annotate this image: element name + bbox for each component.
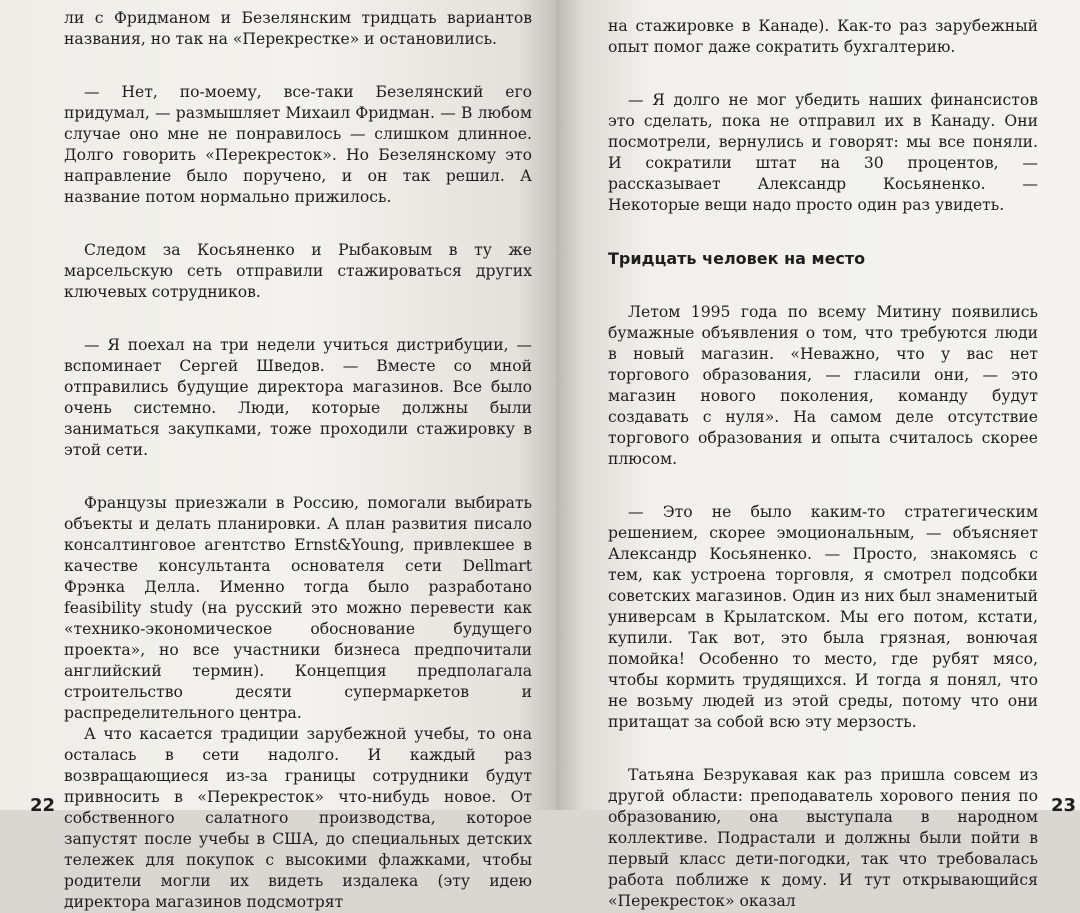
left-page-text (64, 8, 532, 913)
paragraph: Летом 1995 года по всему Митину появились бумажные объявления о том, что требуются люди в новый магазин. «Неважно, что у вас нет торгового образования, — гласили они, — это магазин нового поколения, команду будут создавать с нуля». На самом деле отсутствие торгового образования и опыта считалось скорее плюсом. (608, 303, 1038, 468)
page-number: 22 (30, 795, 56, 816)
right-page (556, 0, 1080, 910)
paragraph: Следом за Косьяненко и Рыбаковым в ту же марсельскую сеть отправили стажироваться других ключевых сотрудников. (64, 241, 532, 301)
right-page-text (608, 16, 1038, 912)
paragraph: — Я долго не мог убедить наших финансистов это сделать, пока не отправил их в Канаду. Они посмотрели, вернулись и говорят: мы все поняли. И сократили штат на 30 процентов, — рассказывает Александр Косьяненко. — Некоторые вещи надо просто один раз увидеть. (608, 91, 1038, 214)
section-heading: Тридцать человек на место (608, 249, 866, 268)
paragraph: — Я поехал на три недели учиться дистрибуции, — вспоминает Сергей Шведов. — Вместе со мной отправились будущие директора магазинов. Все было очень системно. Люди, которые должны были заниматься закупками, тоже проходили стажировку в этой сети. (64, 336, 532, 459)
paragraph: — Это не было каким-то стратегическим решением, скорее эмоциональным, — объясняет Александр Косьяненко. — Просто, знакомясь с тем, как устроена торговля, я смотрел подсобки советских магазинов. Один из них был знаменитый универсам в Крылатском. Мы его потом, кстати, купили. Так вот, это была грязная, вонючая помойка! Особенно то место, где рубят мясо, чтобы кормить трудящихся. И тогда я понял, что не возьму людей из этой среды, потому что они притащат за собой всю эту мерзость. (608, 503, 1038, 731)
paragraph: Татьяна Безрукавая как раз пришла совсем из другой области: преподаватель хорового пения по образованию, она выступала в народном коллективе. Подрастали и должны были пойти в первый класс дети-погодки, так что требовалась работа поближе к дому. И тут открывающийся «Перекресток» оказал (608, 766, 1038, 910)
paragraph: — Нет, по-моему, все-таки Безелянский его придумал, — размышляет Михаил Фридман. — В любом случае оно мне не понравилось — слишком длинное. Долго говорить «Перекресток». Но Безелянскому это направление было поручено, и он так решил. А название потом нормально прижилось. (64, 83, 532, 206)
paragraph: ли с Фридманом и Безелянским тридцать вариантов названия, но так на «Перекрестке» и остановились. (64, 9, 532, 48)
paragraph: А что касается традиции зарубежной учебы, то она осталась в сети надолго. И каждый раз возвращающиеся из-за границы сотрудники будут привносить в «Перекресток» что-нибудь новое. От собственного салатного производства, которое запустят после учебы в США, до специальных детских тележек для покупок с высокими флажками, чтобы родители могли их видеть издалека (эту идею директора магазинов подсмотрят (64, 725, 532, 911)
paragraph: на стажировке в Канаде). Как-то раз зарубежный опыт помог даже сократить бухгалтерию. (608, 17, 1038, 56)
paragraph: Французы приезжали в Россию, помогали выбирать объекты и делать планировки. А план развития писало консалтинговое агентство Ernst&Young, привлекшее в качестве консультанта основателя сети Dellmart Фрэнка Делла. Именно тогда было разработано feasibility study (на русский это можно перевести как «технико-экономическое обоснование будущего проекта», но все участники бизнеса предпочитали английский термин). Концепция предполагала строительство десяти супермаркетов и распределительного центра. (64, 494, 532, 722)
page-number: 23 (1050, 795, 1076, 816)
